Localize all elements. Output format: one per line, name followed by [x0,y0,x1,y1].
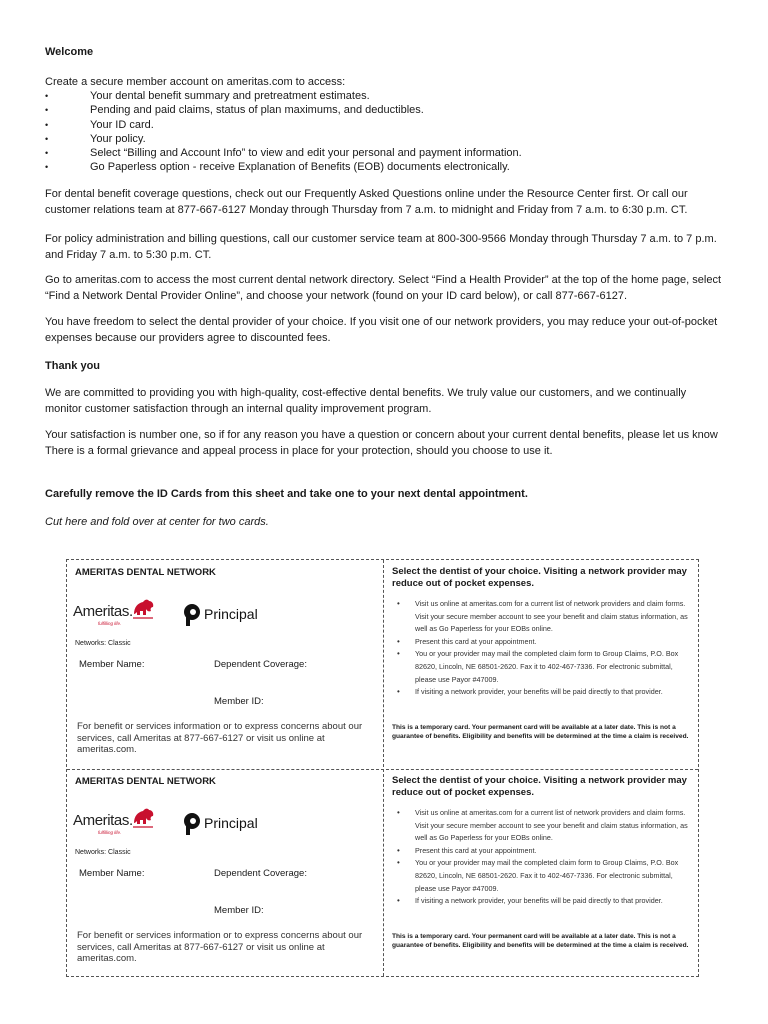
contact-info: For benefit or services information or to express concerns about our services, call Ameritas at 877-667-6127 or visit us online at ameritas.com. [77,930,363,964]
ameritas-logo [73,807,159,837]
list-item: • Visit us online at ameritas.com for a current list of network providers and claim forms. Visit your secure member account to see your benefit and claim status information, as well as Go Paperless for your EOBs online. [392,807,692,845]
list-item: • Visit us online at ameritas.com for a current list of network providers and claim forms. Visit your secure member account to see your benefit and claim status information, as well as Go Paperless for your EOBs online. [392,598,692,636]
principal-p-icon [182,603,202,627]
card-back-list [392,598,692,699]
ameritas-wordmark: Ameritas. [73,603,133,620]
list-item: • You or your provider may mail the completed claim form to Group Claims, P.O. Box 82620, Lincoln, NE 68501-2620. Fax it to 402-467-7336. For electronic submittal, please use Payor #47009. [392,648,692,686]
member-name-label: Member Name: [79,868,145,879]
list-item: • Present this card at your appointment. [392,636,692,649]
id-card-front [67,769,383,978]
list-item: • Your ID card. [45,118,725,132]
card-back-heading: Select the dentist of your choice. Visiting a network provider may reduce out of pocket expenses. [392,775,687,798]
principal-wordmark: Principal [204,815,258,831]
principal-wordmark: Principal [204,606,258,622]
principal-logo [182,603,272,627]
id-card-front [67,560,383,769]
ameritas-lion-icon [131,598,155,620]
list-item: • Your dental benefit summary and pretreatment estimates. [45,89,725,103]
ameritas-lion-icon [131,807,155,829]
freedom-paragraph: You have freedom to select the dental provider of your choice. If you visit one of our network providers, you may reduce your out-of-pocket expenses because our providers agree to discounted fees. [45,316,718,344]
id-card-back [383,769,700,978]
networks-label: Networks: Classic [75,849,131,856]
cut-instruction: Cut here and fold over at center for two cards. [45,516,269,528]
satisfaction-paragraph: Your satisfaction is number one, so if for any reason you have a question or concern about your current dental benefits, please let us know There is a formal grievance and appeal process in place for your protection, should you choose to use it. [45,429,718,457]
thank-you-heading: Thank you [45,360,101,372]
coverage-paragraph: For dental benefit coverage questions, check out our Frequently Asked Questions online under the Resource Center first. Or call our customer relations team at 877-667-6127 Monday through Thursday from 7 a.m. to midnight and Friday from 7 a.m. to 6:30 p.m. CT. [45,188,688,216]
list-item: • Present this card at your appointment. [392,845,692,858]
list-item: • Go Paperless option - receive Explanation of Benefits (EOB) documents electronically. [45,160,725,174]
list-item: • Select “Billing and Account Info” to view and edit your personal and payment information. [45,146,725,160]
remove-cards-instruction: Carefully remove the ID Cards from this sheet and take one to your next dental appointment. [45,488,528,500]
list-item: • Your policy. [45,132,725,146]
ameritas-tagline: fulfilling life. [98,830,122,835]
list-item: • Pending and paid claims, status of plan maximums, and deductibles. [45,103,725,117]
benefits-list [45,89,725,174]
contact-info: For benefit or services information or to express concerns about our services, call Ameritas at 877-667-6127 or visit us online at ameritas.com. [77,721,363,755]
card-back-heading: Select the dentist of your choice. Visiting a network provider may reduce out of pocket expenses. [392,566,687,589]
account-intro [45,75,725,174]
id-card-sheet [66,559,699,977]
list-item: • If visiting a network provider, your benefits will be paid directly to that provider. [392,686,692,699]
temporary-card-note: This is a temporary card. Your permanent card will be available at a later date. This is not a guarantee of benefits. Eligibility and benefits will be determined at the time a claim is received. [392,933,689,949]
card-back-list [392,807,692,908]
card-title: AMERITAS DENTAL NETWORK [75,567,216,578]
member-name-label: Member Name: [79,659,145,670]
member-id-label: Member ID: [214,905,264,916]
ameritas-tagline: fulfilling life. [98,621,122,626]
ameritas-logo [73,598,159,628]
temporary-card-note: This is a temporary card. Your permanent card will be available at a later date. This is not a guarantee of benefits. Eligibility and benefits will be determined at the time a claim is received. [392,724,689,740]
principal-p-icon [182,812,202,836]
network-paragraph: Go to ameritas.com to access the most current dental network directory. Select “Find a Health Provider” at the top of the home page, select “Find a Network Dental Provider Online”, and choose your network (found on your ID card below), or call 877-667-6127. [45,274,722,302]
billing-paragraph: For policy administration and billing questions, call our customer service team at 800-300-9566 Monday through Thursday 7 a.m. to 7 p.m. and Friday 7 a.m. to 5:30 p.m. CT. [45,233,717,261]
member-id-label: Member ID: [214,696,264,707]
dependent-coverage-label: Dependent Coverage: [214,659,307,670]
card-title: AMERITAS DENTAL NETWORK [75,776,216,787]
list-item: • You or your provider may mail the completed claim form to Group Claims, P.O. Box 82620, Lincoln, NE 68501-2620. Fax it to 402-467-7336. For electronic submittal, please use Payor #47009. [392,857,692,895]
networks-label: Networks: Classic [75,640,131,647]
ameritas-wordmark: Ameritas. [73,812,133,829]
dependent-coverage-label: Dependent Coverage: [214,868,307,879]
principal-logo [182,812,272,836]
welcome-heading: Welcome [45,46,94,58]
id-card-back [383,560,700,769]
intro-text: Create a secure member account on ameritas.com to access: [45,76,346,88]
list-item: • If visiting a network provider, your benefits will be paid directly to that provider. [392,895,692,908]
committed-paragraph: We are committed to providing you with high-quality, cost-effective dental benefits. We truly value our customers, and we continually monitor customer satisfaction through an internal quality improvement program. [45,387,687,415]
